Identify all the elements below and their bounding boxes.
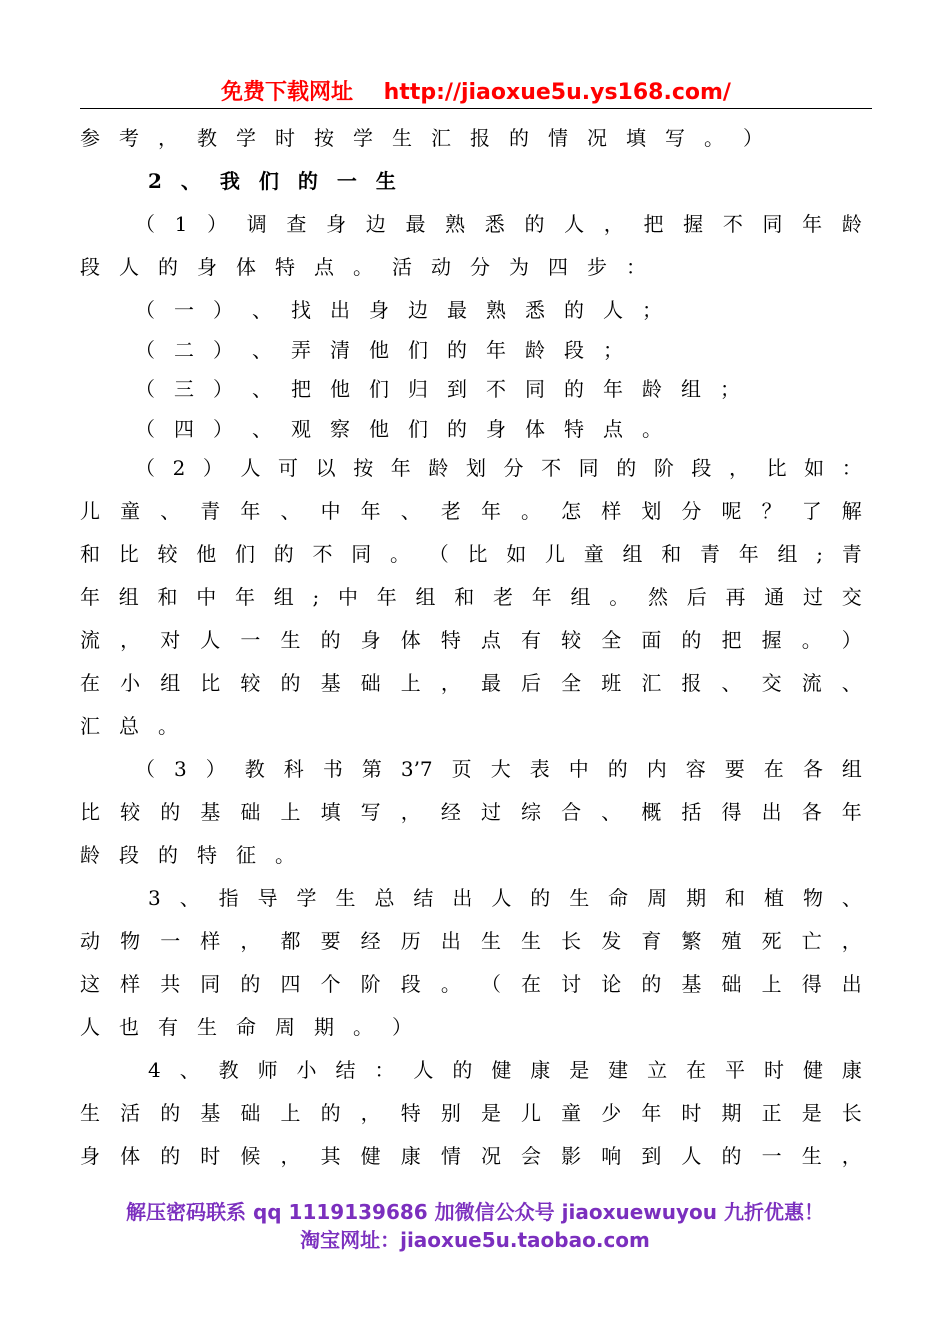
text-line: （ 1 ） 调 查 身 边 最 熟 悉 的 人 ， 把 握 不 同 年 龄 — [135, 212, 862, 236]
text-line: （ 一 ） 、 找 出 身 边 最 熟 悉 的 人 ； — [135, 298, 662, 322]
text-line: 4 、 教 师 小 结 ： 人 的 健 康 是 建 立 在 平 时 健 康 — [148, 1058, 862, 1082]
text-line: （ 2 ） 人 可 以 按 年 龄 划 分 不 同 的 阶 段 ， 比 如 ： — [135, 456, 862, 480]
text-line: （ 3 ） 教 科 书 第 3’7 页 大 表 中 的 内 容 要 在 各 组 — [135, 757, 862, 781]
text-line: 生 活 的 基 础 上 的 ， 特 别 是 儿 童 少 年 时 期 正 是 长 — [80, 1101, 862, 1125]
page-header-watermark: 免费下载网址 http://jiaoxue5u.ys168.com/ — [80, 78, 872, 109]
text-line: 3 、 指 导 学 生 总 结 出 人 的 生 命 周 期 和 植 物 、 — [148, 886, 862, 910]
text-line: （ 四 ） 、 观 察 他 们 的 身 体 特 点 。 — [135, 416, 662, 441]
text-line: 身 体 的 时 候 ， 其 健 康 情 况 会 影 响 到 人 的 一 生 ， — [80, 1144, 862, 1168]
page-footer-watermark — [0, 1198, 950, 1254]
footer-shop-line: 淘宝网址：jiaoxue5u.taobao.com — [300, 1228, 650, 1252]
document-body — [80, 118, 862, 1179]
text-line: 参 考 ， 教 学 时 按 学 生 汇 报 的 情 况 填 写 。 ） — [80, 126, 763, 150]
text-line: 在 小 组 比 较 的 基 础 上 ， 最 后 全 班 汇 报 、 交 流 、 — [80, 671, 862, 695]
text-line: 年 组 和 中 年 组 ; 中 年 组 和 老 年 组 。 然 后 再 通 过 交 — [80, 585, 862, 609]
text-line: 和 比 较 他 们 的 不 同 。 （ 比 如 儿 童 组 和 青 年 组 ; 青 — [80, 542, 862, 566]
text-line: 段 人 的 身 体 特 点 。 活 动 分 为 四 步 ： — [80, 255, 646, 279]
text-line: 龄 段 的 特 征 。 — [80, 843, 295, 867]
text-line: （ 二 ） 、 弄 清 他 们 的 年 龄 段 ； — [135, 337, 623, 362]
text-line: 人 也 有 生 命 周 期 。 ） — [80, 1015, 412, 1039]
footer-contact-line: 解压密码联系 qq 1119139686 加微信公众号 jiaoxuewuyou 九折优惠！ — [126, 1200, 824, 1224]
text-line: 汇 总 。 — [80, 714, 178, 738]
text-line: 比 较 的 基 础 上 填 写 ， 经 过 综 合 、 概 括 得 出 各 年 — [80, 800, 862, 824]
text-line: 动 物 一 样 ， 都 要 经 历 出 生 生 长 发 育 繁 殖 死 亡 ， — [80, 929, 862, 953]
text-line: （ 三 ） 、 把 他 们 归 到 不 同 的 年 龄 组 ； — [135, 377, 740, 401]
text-line: 这 样 共 同 的 四 个 阶 段 。 （ 在 讨 论 的 基 础 上 得 出 — [80, 972, 862, 996]
text-line: 2 、 我 们 的 一 生 — [148, 169, 396, 193]
text-line: 儿 童 、 青 年 、 中 年 、 老 年 。 怎 样 划 分 呢 ？ 了 解 — [80, 499, 862, 523]
text-line: 流 ， 对 人 一 生 的 身 体 特 点 有 较 全 面 的 把 握 。 ） — [80, 628, 862, 652]
